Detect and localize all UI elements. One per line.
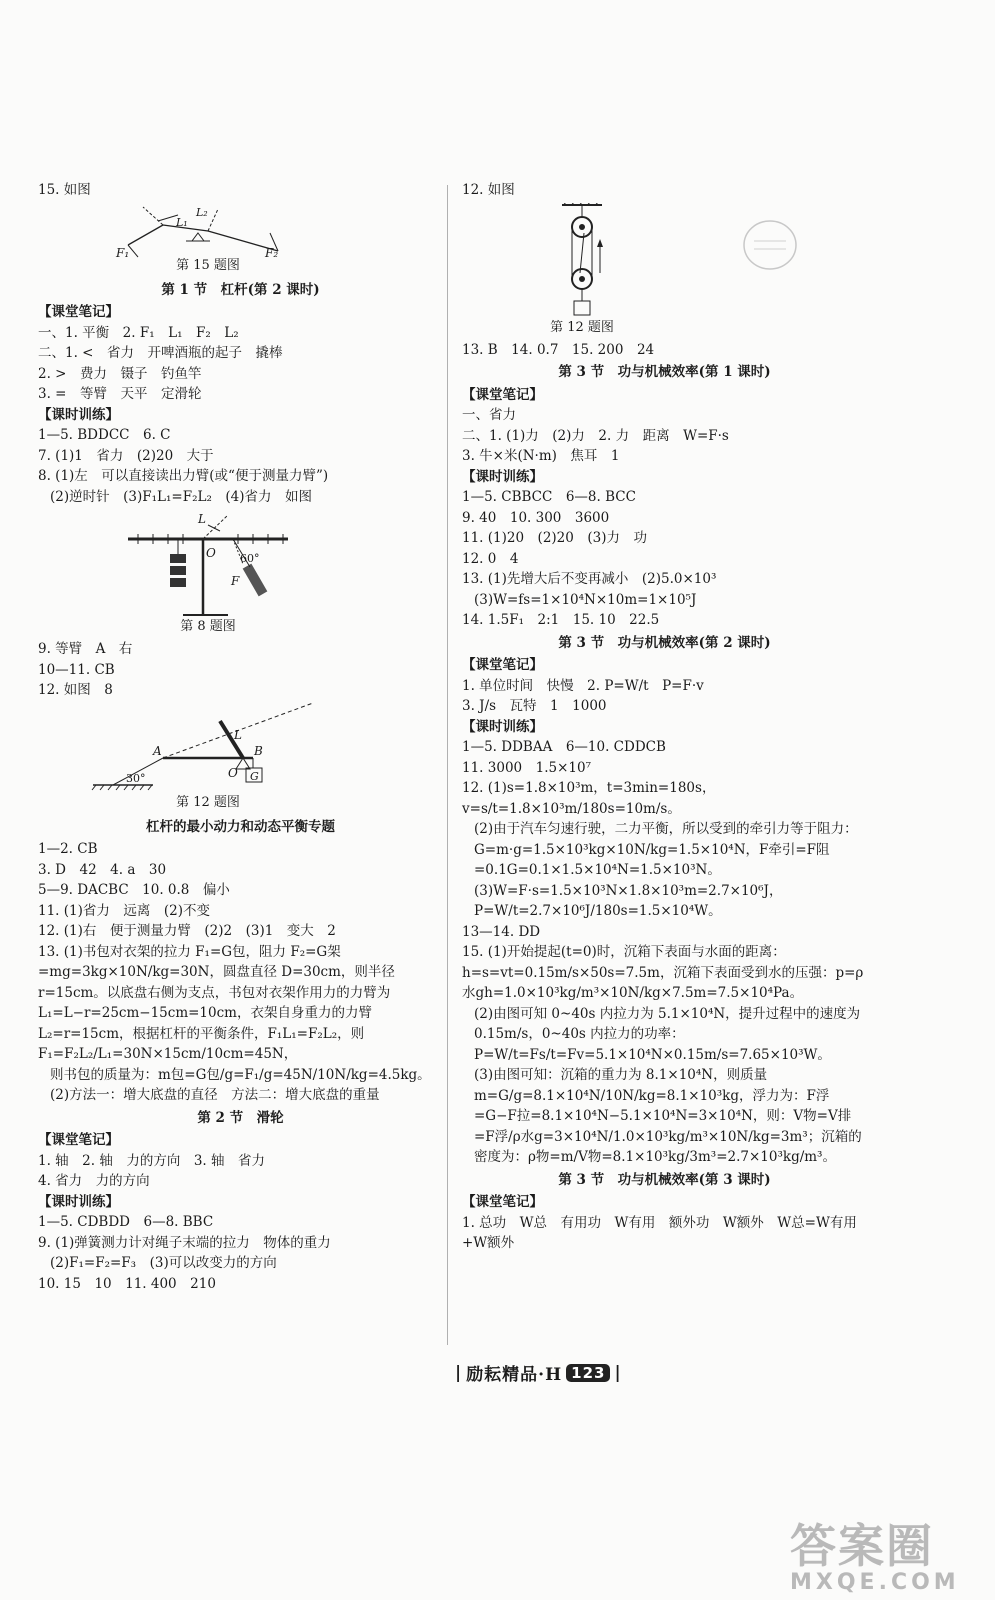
figure-12 [38, 703, 443, 815]
answer-line: 9. 等臂 A 右 [38, 641, 133, 657]
answer-line: 二、1. (1)力 (2)力 2. 力 距离 W=F·s [462, 427, 729, 444]
figure-15 [38, 203, 443, 278]
column-divider [447, 185, 448, 1345]
label-l: L [198, 512, 206, 526]
answer-line: 2. > 费力 镊子 钓鱼竿 [38, 365, 202, 382]
answer-line: 一、省力 [462, 407, 516, 423]
label-o: O [228, 765, 238, 780]
answer-paragraph: 则书包的质量为：m包=G包/g=F₁/g=45N/10N/kg=4.5kg。 [50, 1066, 431, 1083]
watermark-title: 答案圈 [790, 1519, 934, 1573]
label-g: G [250, 769, 259, 783]
answer-line: 8. (1)左 可以直接读出力臂(或“便于测量力臂”) [38, 468, 329, 484]
page-number: 123 [566, 1364, 610, 1382]
section-title: 第 3 节 功与机械效率(第 3 课时) [558, 1171, 771, 1188]
header-notes: 【课堂笔记】 [38, 304, 119, 320]
answer-line: 3. 牛×米(N·m) 焦耳 1 [462, 448, 620, 464]
label-l1: L₁ [176, 215, 188, 229]
answer-line: 1. 轴 2. 轴 力的方向 3. 轴 省力 [38, 1152, 266, 1169]
answer-line: 3. = 等臂 天平 定滑轮 [38, 386, 202, 402]
answer-line: 5—9. DACBC 10. 0.8 偏小 [38, 882, 230, 898]
answer-line: (2)F₁=F₂=F₃ (3)可以改变力的方向 [50, 1255, 277, 1271]
answer-paragraph: 13. (1)书包对衣架的拉力 F₁=G包，阻力 F₂=G架=mg=3kg×10N/kg=30N，圆盘直径 D=30cm，则半径 r=15cm。以底盘右侧为支点，书包对衣架作用力的力臂为 L₁=L−r=25cm−15cm=10cm，衣架自身重力的力臂 L₂=r=15cm，根据杠杆的平衡条件，F₁L₁=F₂L₂，则 F₁=F₂L₂/L₁=30N×15cm/10cm=45N， [38, 943, 395, 1062]
header-notes: 【课堂笔记】 [462, 657, 543, 673]
answer-line: (2)逆时针 (3)F₁L₁=F₂L₂ (4)省力 如图 [50, 488, 312, 505]
label-angle: 60° [240, 552, 260, 565]
section-title: 第 3 节 功与机械效率(第 2 课时) [558, 634, 771, 651]
answer-line: 1—5. CDBDD 6—8. BBC [38, 1214, 214, 1230]
pulley-diagram [462, 203, 867, 318]
figure-8 [38, 509, 443, 637]
brand-name: 励耘精品·H [466, 1365, 563, 1385]
answer-paragraph: (2)由图可知 0~40s 内拉力为 5.1×10⁴N，提升过程中的速度为 0.15m/s，0~40s 内拉力的功率：P=W/t=Fs/t=Fv=5.1×10⁴N×0.15m/s=7.65×10³W。 [474, 1005, 861, 1063]
answer-line: 3. J/s 瓦特 1 1000 [462, 698, 607, 714]
answer-line: 13. B 14. 0.7 15. 200 24 [462, 341, 655, 358]
answer-line: 1—2. CB [38, 841, 98, 857]
watermark-url: MXQE.COM [790, 1570, 960, 1595]
label-o: O [206, 546, 216, 560]
caption-pulley: 第 12 题图 [550, 319, 614, 335]
answer-line: 3. D 42 4. a 30 [38, 861, 167, 878]
answer-line: 13. (1)先增大后不变再减小 (2)5.0×10³ [462, 571, 717, 587]
answer-paragraph: (3)由图可知：沉箱的重力为 8.1×10⁴N，则质量 m=G/g=8.1×10⁴N/10N/kg=8.1×10³kg，浮力为：F浮=G−F拉=8.1×10⁴N−5.1×10⁴N=3×10⁴N，则：V物=V排=F浮/ρ水g=3×10⁴N/1.0×10³kg/m³×10N/kg=3m³；沉箱的密度为：ρ物=m/V物=8.1×10³kg/3m³=2.7×10³kg/m³。 [474, 1067, 862, 1165]
answer-line: 12. (1)右 便于测量力臂 (2)2 (3)1 变大 2 [38, 923, 336, 939]
header-training: 【课时训练】 [38, 1193, 119, 1210]
section-title: 杠杆的最小动力和动态平衡专题 [146, 818, 335, 835]
answer-line: (2)方法一：增大底盘的直径 方法二：增大底盘的重量 [50, 1087, 380, 1103]
section-title: 第 2 节 滑轮 [197, 1109, 284, 1126]
answer-line: 11. (1)20 (2)20 (3)力 功 [462, 530, 647, 546]
label-l2: L₂ [196, 205, 208, 219]
answer-line: 1—5. DDBAA 6—10. CDDCB [462, 739, 666, 755]
answer-line: 二、1. < 省力 开啤酒瓶的起子 撬棒 [38, 345, 283, 361]
label-angle: 30° [126, 771, 146, 785]
header-training: 【课时训练】 [462, 718, 543, 735]
lever-diagram-15 [38, 203, 443, 259]
answer-paragraph: (2)由于汽车匀速行驶，二力平衡，所以受到的牵引力等于阻力：G=m·g=1.5×10³kg×10N/kg=1.5×10⁴N，F牵引=F阻=0.1G=0.1×1.5×10⁴N=1.5×10³N。 [474, 821, 858, 878]
seal-stamp-icon [740, 215, 800, 275]
section-title: 第 1 节 杠杆(第 2 课时) [161, 281, 320, 298]
lever-diagram-12 [38, 703, 443, 795]
q12-line: 12. 如图 [462, 182, 515, 198]
label-f2: F₂ [265, 245, 279, 260]
answer-line: 1—5. BDDCC 6. C [38, 427, 171, 443]
caption-8: 第 8 题图 [180, 619, 236, 634]
answer-line: 一、1. 平衡 2. F₁ L₁ F₂ L₂ [38, 324, 239, 341]
answer-line: 1—5. CBBCC 6—8. BCC [462, 489, 636, 505]
answer-line: 7. (1)1 省力 (2)20 大于 [38, 447, 214, 464]
footer-bar-right: | [614, 1362, 622, 1383]
answer-line: 1. 单位时间 快慢 2. P=W/t P=F·v [462, 677, 704, 694]
answer-line: 10. 15 10 11. 400 210 [38, 1275, 216, 1292]
header-notes: 【课堂笔记】 [38, 1132, 119, 1148]
label-a: A [153, 743, 162, 758]
answer-line: 12. 如图 8 [38, 682, 113, 698]
label-b: B [254, 743, 263, 758]
label-f: F [231, 574, 240, 588]
answer-paragraph: (3)W=F·s=1.5×10³N×1.8×10³m=2.7×10⁶J，P=W/t=2.7×10⁶J/180s=1.5×10⁴W。 [474, 882, 783, 919]
answer-line: 10—11. CB [38, 661, 115, 678]
label-f1: F₁ [116, 245, 130, 260]
q15-line: 15. 如图 [38, 182, 91, 198]
header-training: 【课时训练】 [462, 468, 543, 485]
answer-line: 4. 省力 力的方向 [38, 1173, 150, 1189]
right-column [462, 180, 867, 1254]
left-column [38, 180, 443, 1294]
header-training: 【课时训练】 [38, 406, 119, 423]
answer-line: 14. 1.5F₁ 2:1 15. 10 22.5 [462, 612, 660, 628]
watermark [790, 1510, 960, 1595]
section-title: 第 3 节 功与机械效率(第 1 课时) [558, 364, 771, 380]
answer-line: 13—14. DD [462, 923, 541, 940]
answer-line: (3)W=fs=1×10⁴N×10m=1×10⁵J [474, 591, 697, 608]
caption-15: 第 15 题图 [176, 257, 240, 273]
caption-12: 第 12 题图 [176, 794, 240, 810]
answer-line: 12. 0 4 [462, 550, 519, 567]
answer-line: 11. (1)省力 远离 (2)不变 [38, 902, 211, 919]
label-l: L [234, 727, 242, 742]
header-notes: 【课堂笔记】 [462, 386, 543, 403]
answer-paragraph: 12. (1)s=1.8×10³m，t=3min=180s，v=s/t=1.8×10³m/180s=10m/s。 [462, 780, 716, 817]
answer-line: 11. 3000 1.5×10⁷ [462, 759, 591, 776]
figure-pulley [462, 203, 867, 338]
footer-bar-left: | [455, 1362, 463, 1383]
page-footer [455, 1360, 622, 1385]
header-notes: 【课堂笔记】 [462, 1194, 543, 1210]
answer-line: 9. (1)弹簧测力计对绳子末端的拉力 物体的重力 [38, 1234, 331, 1251]
answer-paragraph: 1. 总功 W总 有用功 W有用 额外功 W额外 W总=W有用+W额外 [462, 1214, 857, 1251]
answer-line: 9. 40 10. 300 3600 [462, 509, 610, 526]
answer-paragraph: 15. (1)开始提起(t=0)时，沉箱下表面与水面的距离：h=s=vt=0.15m/s×50s=7.5m，沉箱下表面受到水的压强：p=ρ水gh=1.0×10³kg/m³×10N/kg×7.5m=7.5×10⁴Pa。 [462, 944, 864, 1001]
